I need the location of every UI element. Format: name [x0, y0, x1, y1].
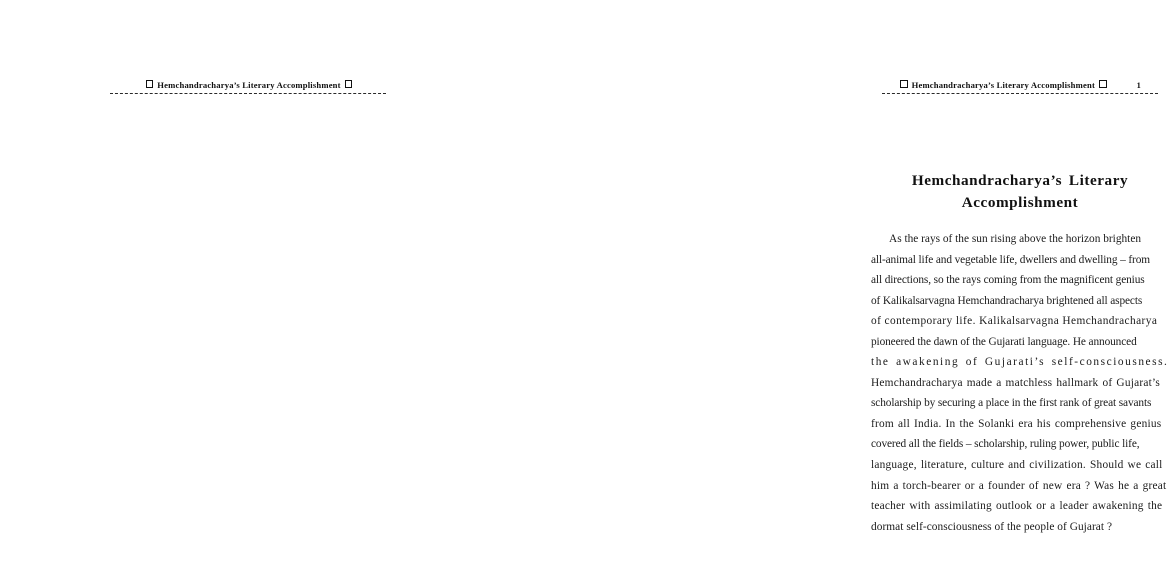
body-line: of Kalikalsarvagna Hemchandracharya brightened all aspects — [871, 294, 1143, 307]
body-column — [871, 229, 1168, 537]
body-line: pioneered the dawn of the Gujarati language. He announced — [871, 335, 1137, 348]
body-line: all directions, so the rays coming from the magnificent genius — [871, 274, 1145, 287]
body-line: language, literature, culture and civilization. Should we call — [871, 459, 1163, 472]
body-line: all-animal life and vegetable life, dwellers and dwelling – from — [871, 253, 1150, 266]
body-line: of contemporary life. Kalikalsarvagna Hemchandracharya — [871, 315, 1158, 328]
square-marker-icon — [345, 80, 353, 88]
running-header-left — [110, 80, 388, 102]
page-right — [414, 0, 1168, 585]
header-dashed-rule-left — [110, 93, 386, 94]
square-marker-icon — [900, 80, 908, 88]
body-line: covered all the fields – scholarship, ruling power, public life, — [871, 438, 1140, 451]
body-line: As the rays of the sun rising above the horizon brighten — [889, 233, 1142, 245]
opening-paragraph — [871, 229, 1168, 537]
running-header-left-text — [110, 80, 388, 90]
body-line: Hemchandracharya made a matchless hallmark of Gujarat’s — [871, 376, 1160, 389]
body-line: dormat self-consciousness of the people of Gujarat ? — [871, 520, 1113, 533]
chapter-title-line-1: Hemchandracharya’s Literary — [911, 172, 1129, 190]
running-header-right-title: Hemchandracharya’s Literary Accomplishment — [911, 80, 1095, 90]
body-line: scholarship by securing a place in the first rank of great savants — [871, 397, 1152, 410]
running-header-left-title: Hemchandracharya’s Literary Accomplishment — [157, 80, 341, 90]
chapter-title — [884, 170, 1156, 213]
body-line: him a torch-bearer or a founder of new era ? Was he a great — [871, 479, 1167, 492]
body-line: teacher with assimilating outlook or a leader awakening the — [871, 500, 1163, 513]
header-dashed-rule-right — [882, 93, 1158, 94]
chapter-title-line-2: Accomplishment — [961, 193, 1079, 211]
body-line: from all India. In the Solanki era his comprehensive genius — [871, 417, 1162, 430]
page-left — [0, 0, 414, 585]
running-header-right — [882, 80, 1160, 102]
running-header-right-text — [882, 80, 1160, 90]
body-line: the awakening of Gujarati’s self-consciousness. — [871, 356, 1168, 369]
square-marker-icon — [146, 80, 154, 88]
square-marker-icon — [1099, 80, 1107, 88]
page-number: 1 — [1136, 81, 1141, 90]
